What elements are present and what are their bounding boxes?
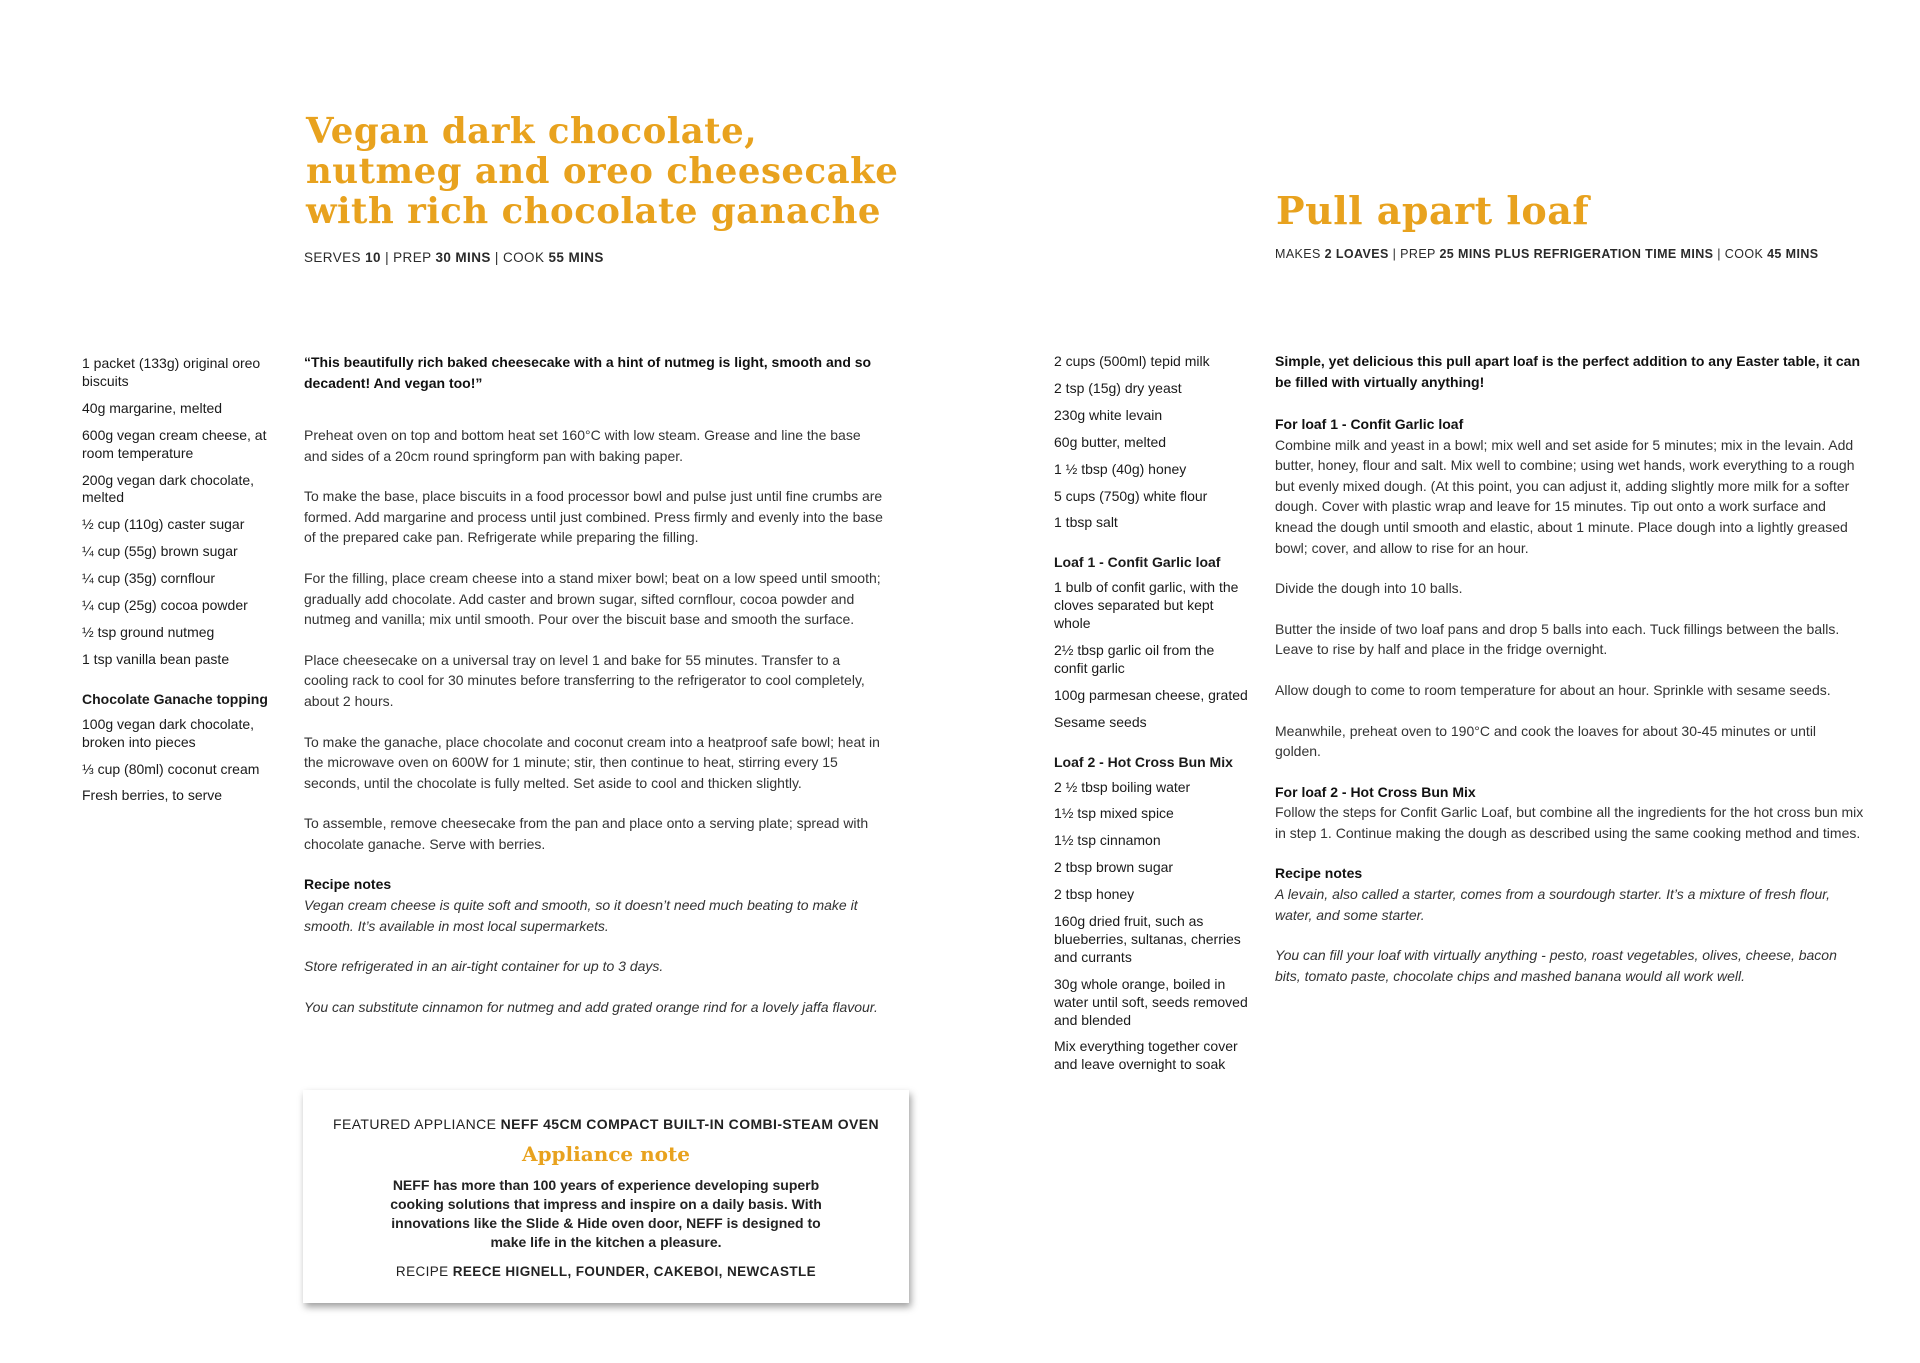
makes-value: 2 LOAVES [1324,247,1389,261]
appliance-note-heading: Appliance note [522,1142,690,1166]
meta-separator: | [1392,247,1397,261]
loaf1-item: 100g parmesan cheese, grated [1054,686,1248,703]
ganache-item: Fresh berries, to serve [82,787,223,804]
method-step: Allow dough to come to room temperature for about an hour. Sprinkle with sesame seeds. [1275,681,1831,698]
recipe-note: Vegan cream cheese is quite soft and smooth, so it doesn’t need much beating to make it smooth. It’s available in most local supermarkets. [304,896,858,934]
cook-label: COOK [1724,247,1764,261]
recipe-credit [303,1264,909,1279]
makes-label: MAKES [1275,247,1321,261]
ingredient-item: ¼ cup (35g) cornflour [82,570,216,587]
pull-apart-intro: Simple, yet delicious this pull apart loaf is the perfect addition to any Easter table, it can be filled with virtually anything! [1275,353,1861,390]
meta-separator: | [385,250,389,265]
ingredient-item: 2 tsp (15g) dry yeast [1054,379,1182,396]
method-step: To make the base, place biscuits in a food processor bowl and pulse just until fine crumbs are formed. Add margarine and process until just combined. Press firmly and evenly into the base of the prepared cake pan. Refrigerate while preparing the filling. [304,488,883,546]
appliance-note-text: NEFF has more than 100 years of experience developing superb cooking solutions that impress and inspire on a daily basis. With innovations like the Slide & Hide oven door, NEFF is designed to make life in the kitchen a pleasure. [390,1177,822,1250]
ingredient-item: ½ tsp ground nutmeg [82,623,215,640]
recipe-note: You can substitute cinnamon for nutmeg and add grated orange rind for a lovely jaffa flavour. [304,998,878,1015]
loaf2-item: 30g whole orange, boiled in water until soft, seeds removed and blended [1054,975,1248,1028]
pull-apart-title [1276,190,1589,233]
prep-label: PREP [393,250,432,265]
method-step: Meanwhile, preheat oven to 190°C and cook the loaves for about 30-45 minutes or until golden. [1275,722,1817,760]
loaf1-heading: Loaf 1 - Confit Garlic loaf [1054,554,1221,571]
ingredient-item: 1 packet (133g) original oreo biscuits [82,355,261,389]
ingredient-item: 2 cups (500ml) tepid milk [1054,353,1210,369]
appliance-note-box [303,1090,909,1303]
ingredient-item: 600g vegan cream cheese, at room temperature [82,426,267,461]
prep-value: 25 MINS PLUS REFRIGERATION TIME MINS [1439,247,1714,261]
loaf1-item: Sesame seeds [1054,713,1147,730]
ingredient-item: 200g vegan dark chocolate, melted [82,471,255,506]
loaf2-item: 160g dried fruit, such as blueberries, sultanas, cherries and currants [1054,913,1241,965]
ganache-heading: Chocolate Ganache topping [82,690,268,707]
ingredient-item: ¼ cup (55g) brown sugar [82,543,238,560]
cheesecake-title-line: with rich chocolate ganache [306,190,881,232]
meta-separator: | [494,250,499,265]
method-step: Divide the dough into 10 balls. [1275,580,1463,597]
recipe-notes-heading: Recipe notes [1275,865,1363,882]
featured-appliance-label: FEATURED APPLIANCE [333,1116,497,1132]
pull-apart-ingredients [1054,353,1250,1083]
featured-appliance [303,1116,909,1132]
ingredient-item: 5 cups (750g) white flour [1054,487,1208,504]
ingredient-item: 230g white levain [1054,406,1163,423]
method-step: To assemble, remove cheesecake from the pan and place onto a serving plate; spread with chocolate ganache. Serve with berries. [304,815,869,852]
method-step: To make the ganache, place chocolate and coconut cream into a heatproof safe bowl; heat in the microwave oven on 600W for 1 minute; stir, then continue to heat, stirring every 15 seconds, until the chocolate is fully melted. Set aside to cool and thicken slightly. [304,733,880,791]
serves-label: SERVES [304,250,361,265]
method-step: Preheat oven on top and bottom heat set 160°C with low steam. Grease and line the base and sides of a 20cm round springform pan with baking paper. [304,427,861,464]
pull-apart-meta [1275,247,1819,261]
meta-separator: | [1717,247,1721,261]
cook-value: 45 MINS [1767,247,1819,261]
ingredient-item: 1 ½ tbsp (40g) honey [1054,460,1187,477]
serves-value: 10 [365,250,381,265]
loaf2-item: 2 tbsp honey [1054,886,1135,903]
ingredient-item: 1 tbsp salt [1054,514,1118,531]
for-loaf1-heading: For loaf 1 - Confit Garlic loaf [1275,416,1464,433]
recipe-note: Store refrigerated in an air-tight container for up to 3 days. [304,958,664,975]
ingredient-item: ½ cup (110g) caster sugar [82,516,245,533]
ingredient-item: ¼ cup (25g) cocoa powder [82,597,248,614]
cook-value: 55 MINS [548,250,604,265]
loaf1-item: 2½ tbsp garlic oil from the confit garlic [1054,641,1215,676]
method-step: Follow the steps for Confit Garlic Loaf, but combine all the ingredients for the hot cross bun mix in step 1. Continue making the dough as described using the same cooking method and times. [1275,804,1864,841]
cheesecake-intro: “This beautifully rich baked cheesecake with a hint of nutmeg is light, smooth and so decadent! And vegan too!” [304,354,872,391]
method-step: Place cheesecake on a universal tray on level 1 and bake for 55 minutes. Transfer to a cooling rack to cool for 30 minutes before transferring to the refrigerator to cool completely, about 2 hours. [304,651,865,709]
ingredient-item: 1 tsp vanilla bean paste [82,650,230,667]
loaf2-item: Mix everything together cover and leave overnight to soak [1054,1038,1238,1073]
ingredient-item: 60g butter, melted [1054,433,1167,450]
loaf2-heading: Loaf 2 - Hot Cross Bun Mix [1054,753,1233,770]
cheesecake-ingredients [82,355,282,814]
loaf2-item: 2 ½ tbsp boiling water [1054,778,1191,795]
recipe-credit-value: REECE HIGNELL, FOUNDER, CAKEBOI, NEWCASTLE [452,1263,817,1279]
cheesecake-method [304,352,886,1037]
cheesecake-meta [304,250,604,265]
for-loaf2-heading: For loaf 2 - Hot Cross Bun Mix [1275,783,1476,800]
loaf2-item: 1½ tsp cinnamon [1054,832,1161,849]
method-step: For the filling, place cream cheese into a stand mixer bowl; beat on a low speed until smooth; gradually add chocolate. Add caster and brown sugar, sifted cornflour, cocoa powder and nutmeg and vanilla; mix until smooth. Pour over the biscuit base and smooth the surface. [304,570,881,628]
ganache-item: 100g vegan dark chocolate, broken into pieces [82,715,255,750]
loaf2-item: 1½ tsp mixed spice [1054,805,1174,822]
method-step: Combine milk and yeast in a bowl; mix well and set aside for 5 minutes; mix in the levain. Add butter, honey, flour and salt. Mix well to combine; using wet hands, work everything to a rough but evenly mixed dough. (At this point, you can adjust it, adding slightly more milk for a softer dough. Cover with plastic wrap and leave for 15 minutes. Tip out onto a work surface and knead the dough until smooth and elastic, about 1 minute. Place dough into a lightly greased bowl; cover, and allow to rise for an hour. [1275,436,1855,556]
pull-apart-title-text: Pull apart loaf [1276,188,1590,233]
cheesecake-title-line: nutmeg and oreo cheesecake [306,150,899,192]
loaf2-item: 2 tbsp brown sugar [1054,859,1174,876]
pull-apart-method [1275,351,1865,1006]
ingredient-item: 40g margarine, melted [82,399,223,416]
recipe-notes-heading: Recipe notes [304,876,392,893]
cheesecake-title [306,112,898,231]
method-step: Butter the inside of two loaf pans and drop 5 balls into each. Tuck fillings between the balls. Leave to rise by half and place in the fridge overnight. [1275,620,1840,658]
loaf1-item: 1 bulb of confit garlic, with the cloves separated but kept whole [1054,579,1239,632]
featured-appliance-value: NEFF 45CM COMPACT BUILT-IN COMBI-STEAM OVEN [500,1116,879,1132]
cook-label: COOK [503,250,545,265]
recipe-note: You can fill your loaf with virtually anything - pesto, roast vegetables, olives, cheese, bacon bits, tomato paste, chocolate chips and mashed banana would all work well. [1275,947,1837,984]
recipe-credit-label: RECIPE [395,1263,449,1279]
prep-label: PREP [1400,247,1436,261]
ganache-item: ⅓ cup (80ml) coconut cream [82,760,260,777]
cheesecake-title-line: Vegan dark chocolate, [306,111,758,152]
prep-value: 30 MINS [435,250,491,265]
recipe-note: A levain, also called a starter, comes from a sourdough starter. It’s a mixture of fresh flour, water, and some starter. [1275,885,1831,923]
